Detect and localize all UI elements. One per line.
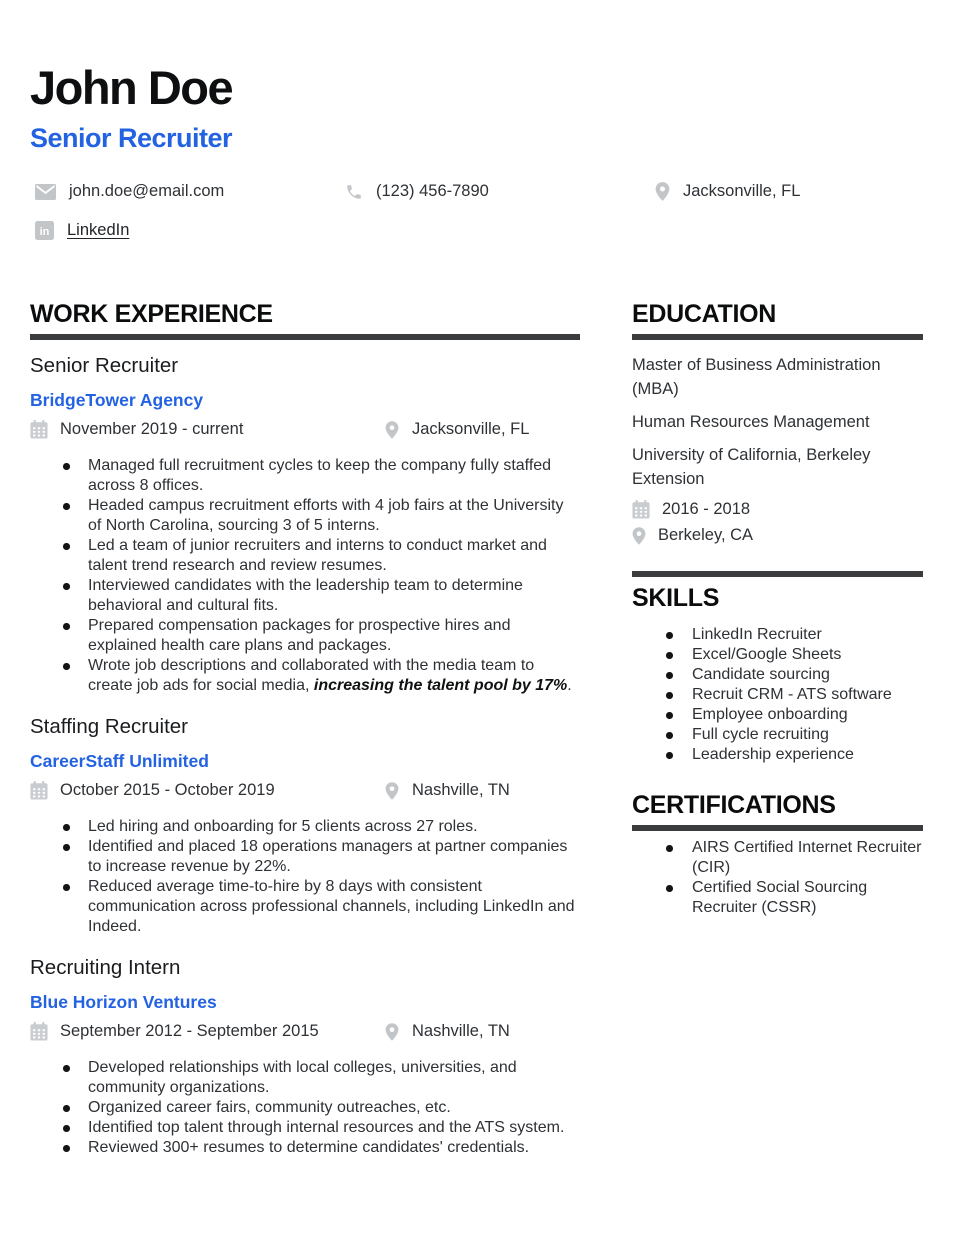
- education-degree: Master of Business Administration (MBA): [632, 356, 881, 398]
- certification-item: AIRS Certified Internet Recruiter (CIR): [632, 838, 923, 878]
- linkedin-icon: [35, 221, 54, 240]
- bullet-text: Wrote job descriptions and collaborated with the media team to create job ads for social media,: [88, 657, 535, 694]
- contact-linkedin: [30, 221, 340, 240]
- section-divider: [30, 334, 580, 340]
- job-location: [385, 1022, 510, 1041]
- calendar-icon: [30, 420, 48, 439]
- company-name: BridgeTower Agency: [30, 390, 204, 410]
- contact-info: [30, 182, 948, 240]
- job-entry-recruiting-intern: [30, 955, 580, 1158]
- section-divider: [632, 571, 923, 577]
- skills-list: [632, 625, 923, 765]
- certification-item: Certified Social Sourcing Recruiter (CSSR): [632, 878, 923, 918]
- bullet-item: Led hiring and onboarding for 5 clients across 27 roles.: [30, 817, 580, 837]
- job-location-text: Nashville, TN: [412, 781, 510, 799]
- resume-sidebar: [632, 300, 923, 1158]
- resume-header: [30, 61, 948, 240]
- certifications-heading: CERTIFICATIONS: [632, 791, 836, 819]
- contact-phone: [340, 182, 650, 201]
- location-pin-icon: [385, 421, 399, 439]
- job-bullet-list: [30, 817, 580, 937]
- bullet-item: [30, 656, 580, 696]
- job-dates-text: November 2019 - current: [60, 420, 244, 438]
- bullet-item: Interviewed candidates with the leadership team to determine behavioral and cultural fits.: [30, 576, 580, 616]
- contact-email-text: john.doe@email.com: [69, 182, 225, 200]
- job-meta: [30, 781, 580, 800]
- svg-text:in: in: [39, 226, 50, 238]
- skills-section: [632, 571, 923, 765]
- skill-item: Full cycle recruiting: [632, 725, 923, 745]
- envelope-icon: [35, 184, 56, 200]
- skill-item: Candidate sourcing: [632, 665, 923, 685]
- bullet-item: Reviewed 300+ resumes to determine candidates' credentials.: [30, 1138, 580, 1158]
- job-title: Recruiting Intern: [30, 956, 181, 979]
- education-heading: EDUCATION: [632, 300, 777, 328]
- job-bullet-list: [30, 1058, 580, 1158]
- job-entry-senior-recruiter: [30, 353, 580, 696]
- bullet-item: Organized career fairs, community outreaches, etc.: [30, 1098, 580, 1118]
- company-name: Blue Horizon Ventures: [30, 992, 217, 1012]
- job-title: Staffing Recruiter: [30, 715, 189, 738]
- education-location-text: Berkeley, CA: [658, 526, 754, 544]
- section-divider: [632, 334, 923, 340]
- bullet-item: Developed relationships with local colleges, universities, and community organizations.: [30, 1058, 580, 1098]
- calendar-icon: [632, 500, 650, 519]
- company-name: CareerStaff Unlimited: [30, 751, 209, 771]
- contact-phone-text: (123) 456-7890: [376, 182, 489, 200]
- contact-email: [30, 182, 340, 201]
- contact-location: [650, 182, 948, 201]
- bullet-item: Prepared compensation packages for prospective hires and explained health care plans and packages.: [30, 616, 580, 656]
- linkedin-link[interactable]: LinkedIn: [67, 221, 130, 239]
- job-dates-text: September 2012 - September 2015: [60, 1022, 319, 1040]
- work-experience-section: [30, 300, 580, 1158]
- bullet-emphasis: increasing the talent pool by 17%: [313, 677, 568, 694]
- bullet-suffix: .: [567, 677, 572, 694]
- education-major: Human Resources Management: [632, 413, 870, 431]
- certifications-list: [632, 838, 923, 918]
- job-entry-staffing-recruiter: [30, 714, 580, 937]
- skill-item: Employee onboarding: [632, 705, 923, 725]
- skills-heading: SKILLS: [632, 584, 720, 612]
- job-location-text: Jacksonville, FL: [412, 420, 530, 438]
- certifications-section: [632, 791, 923, 918]
- location-pin-icon: [655, 182, 670, 201]
- skill-item: Excel/Google Sheets: [632, 645, 923, 665]
- contact-location-text: Jacksonville, FL: [683, 182, 801, 200]
- location-pin-icon: [385, 782, 399, 800]
- job-location: [385, 781, 510, 800]
- location-pin-icon: [385, 1023, 399, 1041]
- education-location: [632, 526, 923, 545]
- job-location-text: Nashville, TN: [412, 1022, 510, 1040]
- job-title: Senior Recruiter: [30, 354, 179, 377]
- education-section: [632, 300, 923, 545]
- resume-body: [30, 300, 948, 1158]
- section-divider: [632, 825, 923, 831]
- location-pin-icon: [632, 527, 646, 545]
- bullet-item: Led a team of junior recruiters and interns to conduct market and talent trend research and review resumes.: [30, 536, 580, 576]
- skill-item: Leadership experience: [632, 745, 923, 765]
- job-dates: [30, 420, 385, 439]
- job-dates: [30, 1022, 385, 1041]
- skill-item: Recruit CRM - ATS software: [632, 685, 923, 705]
- education-dates-text: 2016 - 2018: [662, 500, 751, 518]
- work-experience-heading: WORK EXPERIENCE: [30, 300, 273, 328]
- education-dates: [632, 500, 923, 519]
- job-meta: [30, 1022, 580, 1041]
- education-school: University of California, Berkeley Extension: [632, 446, 871, 488]
- job-bullet-list: [30, 456, 580, 696]
- job-location: [385, 420, 529, 439]
- job-dates: [30, 781, 385, 800]
- calendar-icon: [30, 781, 48, 800]
- job-meta: [30, 420, 580, 439]
- bullet-item: Managed full recruitment cycles to keep the company fully staffed across 8 offices.: [30, 456, 580, 496]
- bullet-item: Headed campus recruitment efforts with 4 job fairs at the University of North Carolina, sourcing 3 of 5 interns.: [30, 496, 580, 536]
- candidate-title: Senior Recruiter: [30, 123, 233, 153]
- bullet-item: Identified and placed 18 operations managers at partner companies to increase revenue by 22%.: [30, 837, 580, 877]
- job-dates-text: October 2015 - October 2019: [60, 781, 275, 799]
- bullet-item: Identified top talent through internal resources and the ATS system.: [30, 1118, 580, 1138]
- candidate-name: John Doe: [30, 61, 233, 114]
- skill-item: LinkedIn Recruiter: [632, 625, 923, 645]
- bullet-item: Reduced average time-to-hire by 8 days with consistent communication across professional channels, including LinkedIn and Indeed.: [30, 877, 580, 937]
- phone-icon: [345, 183, 363, 201]
- calendar-icon: [30, 1022, 48, 1041]
